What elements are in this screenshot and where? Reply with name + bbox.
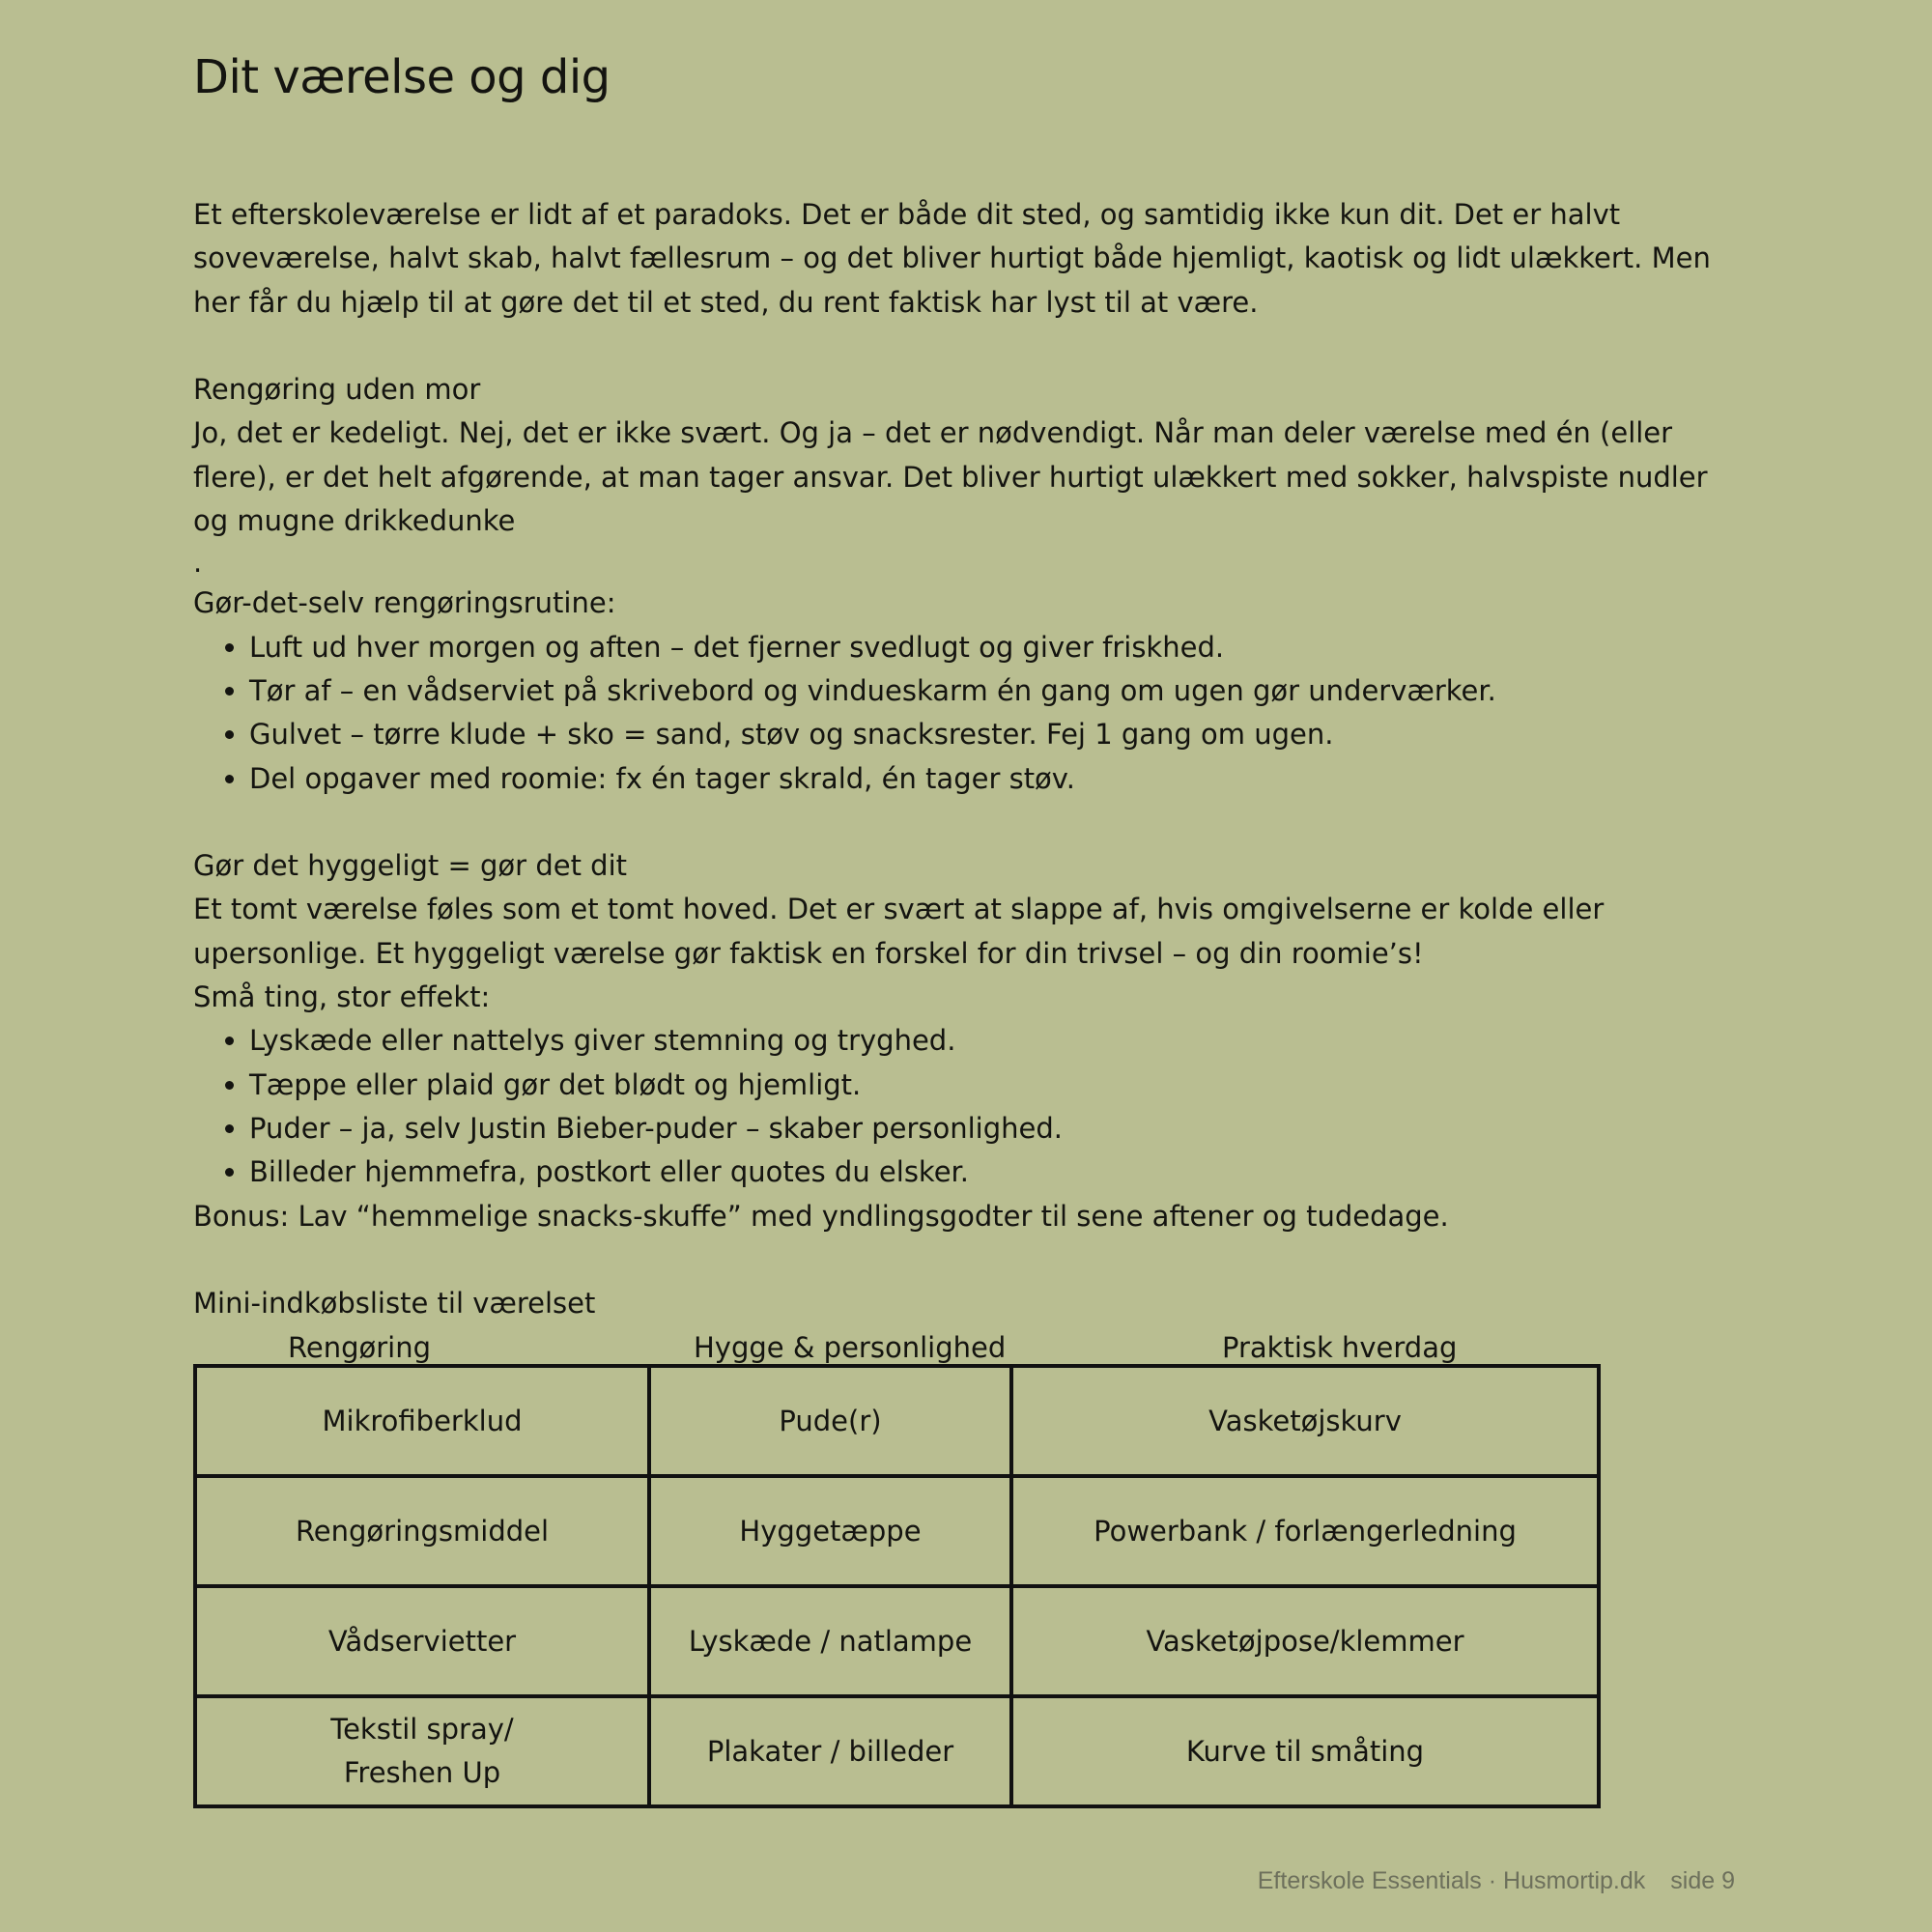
table-cell: Hyggetæppe [649, 1476, 1011, 1586]
table-cell: Tekstil spray/ Freshen Up [195, 1696, 649, 1806]
table-row [195, 1586, 1599, 1696]
page-footer [1258, 1867, 1735, 1895]
shopping-heading: Mini-indkøbsliste til værelset [193, 1287, 596, 1321]
table-cell: Plakater / billeder [649, 1696, 1011, 1806]
column-header: Praktisk hverdag [1222, 1331, 1458, 1364]
table-cell: Powerbank / forlængerledning [1011, 1476, 1599, 1586]
intro-line: her får du hjælp til at gøre det til et sted, du rent faktisk har lyst til at være. [193, 285, 1259, 319]
table-row [195, 1696, 1599, 1806]
cozy-line: upersonlige. Et hyggeligt værelse gør faktisk en forskel for din trivsel – og din roomie’s! [193, 936, 1424, 970]
intro-line: Et efterskoleværelse er lidt af et paradoks. Det er både dit sted, og samtidig ikke kun dit. Det er halvt [193, 198, 1621, 231]
table-column-headers [193, 1331, 1602, 1368]
cleaning-line: Jo, det er kedeligt. Nej, det er ikke svært. Og ja – det er nødvendigt. Når man deler værelse med én (eller [193, 416, 1673, 450]
routine-heading: Gør-det-selv rengøringsrutine: [193, 586, 616, 620]
table-cell: Pude(r) [649, 1366, 1011, 1476]
cleaning-line: flere), er det helt afgørende, at man tager ansvar. Det bliver hurtigt ulækkert med sokker, halvspiste nudler [193, 460, 1708, 494]
table-cell: Lyskæde / natlampe [649, 1586, 1011, 1696]
list-item: • Tør af – en vådserviet på skrivebord og vindueskarm én gang om ugen gør underværker. [249, 669, 1739, 713]
table-cell: Mikrofiberklud [195, 1366, 649, 1476]
cleaning-line: og mugne drikkedunke [193, 504, 516, 538]
section-heading-cozy: Gør det hyggeligt = gør det dit [193, 849, 627, 883]
table-cell: Vasketøjskurv [1011, 1366, 1599, 1476]
section-heading-cleaning: Rengøring uden mor [193, 373, 481, 407]
cleaning-list [193, 626, 1739, 801]
list-item: • Luft ud hver morgen og aften – det fjerner svedlugt og giver friskhed. [249, 626, 1739, 669]
cozy-list [193, 1019, 1739, 1194]
table-row [195, 1366, 1599, 1476]
table-row [195, 1476, 1599, 1586]
list-item: • Billeder hjemmefra, postkort eller quotes du elsker. [249, 1151, 1739, 1194]
stray-period: . [193, 546, 203, 580]
list-item: • Gulvet – tørre klude + sko = sand, støv og snacksrester. Fej 1 gang om ugen. [249, 713, 1739, 756]
shopping-table-wrap [193, 1331, 1602, 1789]
table-cell: Vasketøjpose/klemmer [1011, 1586, 1599, 1696]
document-page [193, 0, 1739, 1932]
page-number: side 9 [1670, 1867, 1735, 1894]
body-text [193, 193, 1739, 1325]
cozy-subheading: Små ting, stor effekt: [193, 980, 491, 1014]
list-item: • Del opgaver med roomie: fx én tager skrald, én tager støv. [249, 757, 1739, 801]
table-cell: Vådservietter [195, 1586, 649, 1696]
footer-source: Efterskole Essentials · Husmortip.dk [1257, 1867, 1646, 1894]
list-item: • Puder – ja, selv Justin Bieber-puder – skaber personlighed. [249, 1107, 1739, 1151]
table-cell: Kurve til småting [1011, 1696, 1599, 1806]
shopping-table [193, 1364, 1601, 1808]
page-title: Dit værelse og dig [193, 50, 611, 104]
table-cell: Rengøringsmiddel [195, 1476, 649, 1586]
column-header: Hygge & personlighed [694, 1331, 1007, 1364]
intro-line: soveværelse, halvt skab, halvt fællesrum – og det bliver hurtigt både hjemligt, kaotisk og lidt ulækkert. Men [193, 242, 1711, 275]
column-header: Rengøring [288, 1331, 431, 1364]
cozy-line: Et tomt værelse føles som et tomt hoved. Det er svært at slappe af, hvis omgivelserne er kolde eller [193, 893, 1605, 926]
list-item: • Tæppe eller plaid gør det blødt og hjemligt. [249, 1064, 1739, 1107]
list-item: • Lyskæde eller nattelys giver stemning og tryghed. [249, 1019, 1739, 1063]
bonus-line: Bonus: Lav “hemmelige snacks-skuffe” med yndlingsgodter til sene aftener og tudedage. [193, 1199, 1449, 1233]
